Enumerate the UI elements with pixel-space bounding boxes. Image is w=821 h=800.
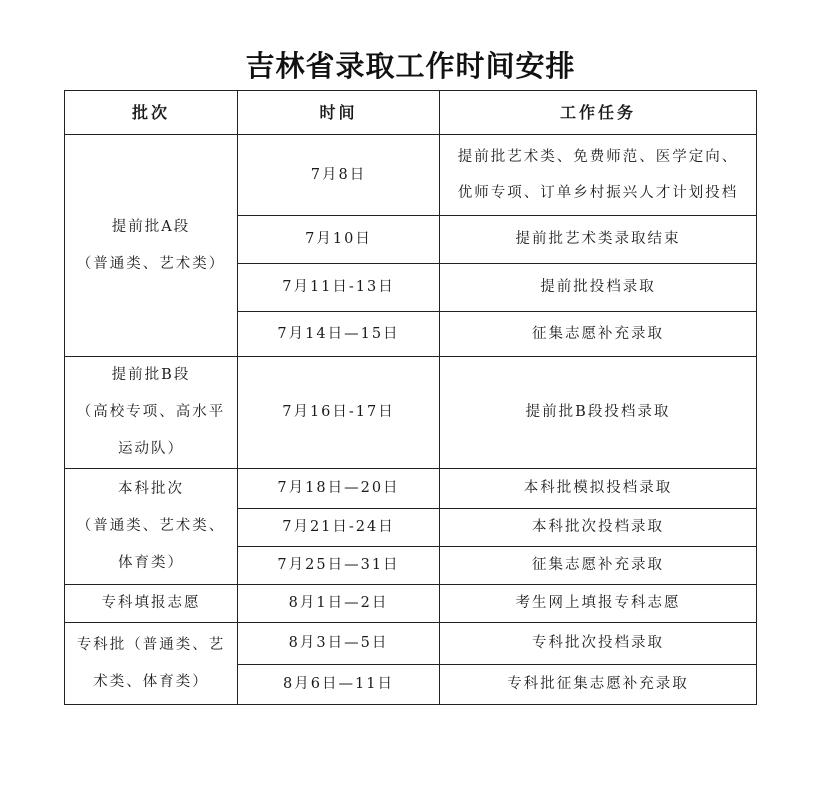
header-batch: 批次 bbox=[65, 91, 238, 135]
batch-label: 提前批B段 bbox=[111, 367, 191, 383]
batch-cell bbox=[65, 135, 238, 357]
time-cell: 8月3日—5日 bbox=[238, 623, 440, 665]
task-cell: 专科批征集志愿补充录取 bbox=[440, 665, 757, 705]
task-cell: 专科批次投档录取 bbox=[440, 623, 757, 665]
task-cell: 考生网上填报专科志愿 bbox=[440, 585, 757, 623]
task-cell: 本科批模拟投档录取 bbox=[440, 469, 757, 509]
batch-label: 本科批次 bbox=[118, 481, 184, 497]
table-row bbox=[65, 585, 757, 623]
task-cell: 征集志愿补充录取 bbox=[440, 547, 757, 585]
time-cell: 7月16日-17日 bbox=[238, 357, 440, 469]
header-task: 工作任务 bbox=[440, 91, 757, 135]
task-cell: 征集志愿补充录取 bbox=[440, 312, 757, 357]
batch-cell bbox=[65, 357, 238, 469]
batch-sublabel: （普通类、艺术类） bbox=[76, 255, 226, 272]
table-row bbox=[65, 469, 757, 509]
time-cell: 7月10日 bbox=[238, 216, 440, 264]
table-row bbox=[65, 357, 757, 469]
time-cell: 8月1日—2日 bbox=[238, 585, 440, 623]
schedule-table bbox=[64, 90, 757, 705]
batch-sublabel: （普通类、艺术类、 bbox=[76, 518, 226, 534]
time-cell: 7月18日—20日 bbox=[238, 469, 440, 509]
batch-label: 专科批（普通类、艺 bbox=[76, 636, 226, 653]
task-text: 优师专项、订单乡村振兴人才计划投档 bbox=[457, 185, 739, 201]
header-time: 时间 bbox=[238, 91, 440, 135]
time-cell: 7月11日-13日 bbox=[238, 264, 440, 312]
batch-cell bbox=[65, 469, 238, 585]
task-cell bbox=[440, 135, 757, 216]
batch-cell bbox=[65, 623, 238, 705]
batch-cell: 专科填报志愿 bbox=[65, 585, 238, 623]
time-cell: 7月21日-24日 bbox=[238, 509, 440, 547]
table-header-row bbox=[65, 91, 757, 135]
time-cell: 7月8日 bbox=[238, 135, 440, 216]
page-title: 吉林省录取工作时间安排 bbox=[245, 49, 576, 83]
time-cell: 7月14日—15日 bbox=[238, 312, 440, 357]
task-cell: 提前批投档录取 bbox=[440, 264, 757, 312]
task-cell: 本科批次投档录取 bbox=[440, 509, 757, 547]
time-cell: 8月6日—11日 bbox=[238, 665, 440, 705]
table-row bbox=[65, 135, 757, 216]
batch-sublabel: 术类、体育类） bbox=[93, 673, 209, 690]
task-cell: 提前批B段投档录取 bbox=[440, 357, 757, 469]
table-row bbox=[65, 623, 757, 665]
batch-sublabel: （高校专项、高水平 bbox=[76, 404, 226, 420]
task-text: 提前批艺术类、免费师范、医学定向、 bbox=[457, 149, 739, 165]
batch-sublabel: 体育类） bbox=[118, 555, 184, 571]
task-cell: 提前批艺术类录取结束 bbox=[440, 216, 757, 264]
time-cell: 7月25日—31日 bbox=[238, 547, 440, 585]
batch-label: 提前批A段 bbox=[111, 218, 191, 235]
batch-sublabel: 运动队） bbox=[118, 441, 184, 457]
